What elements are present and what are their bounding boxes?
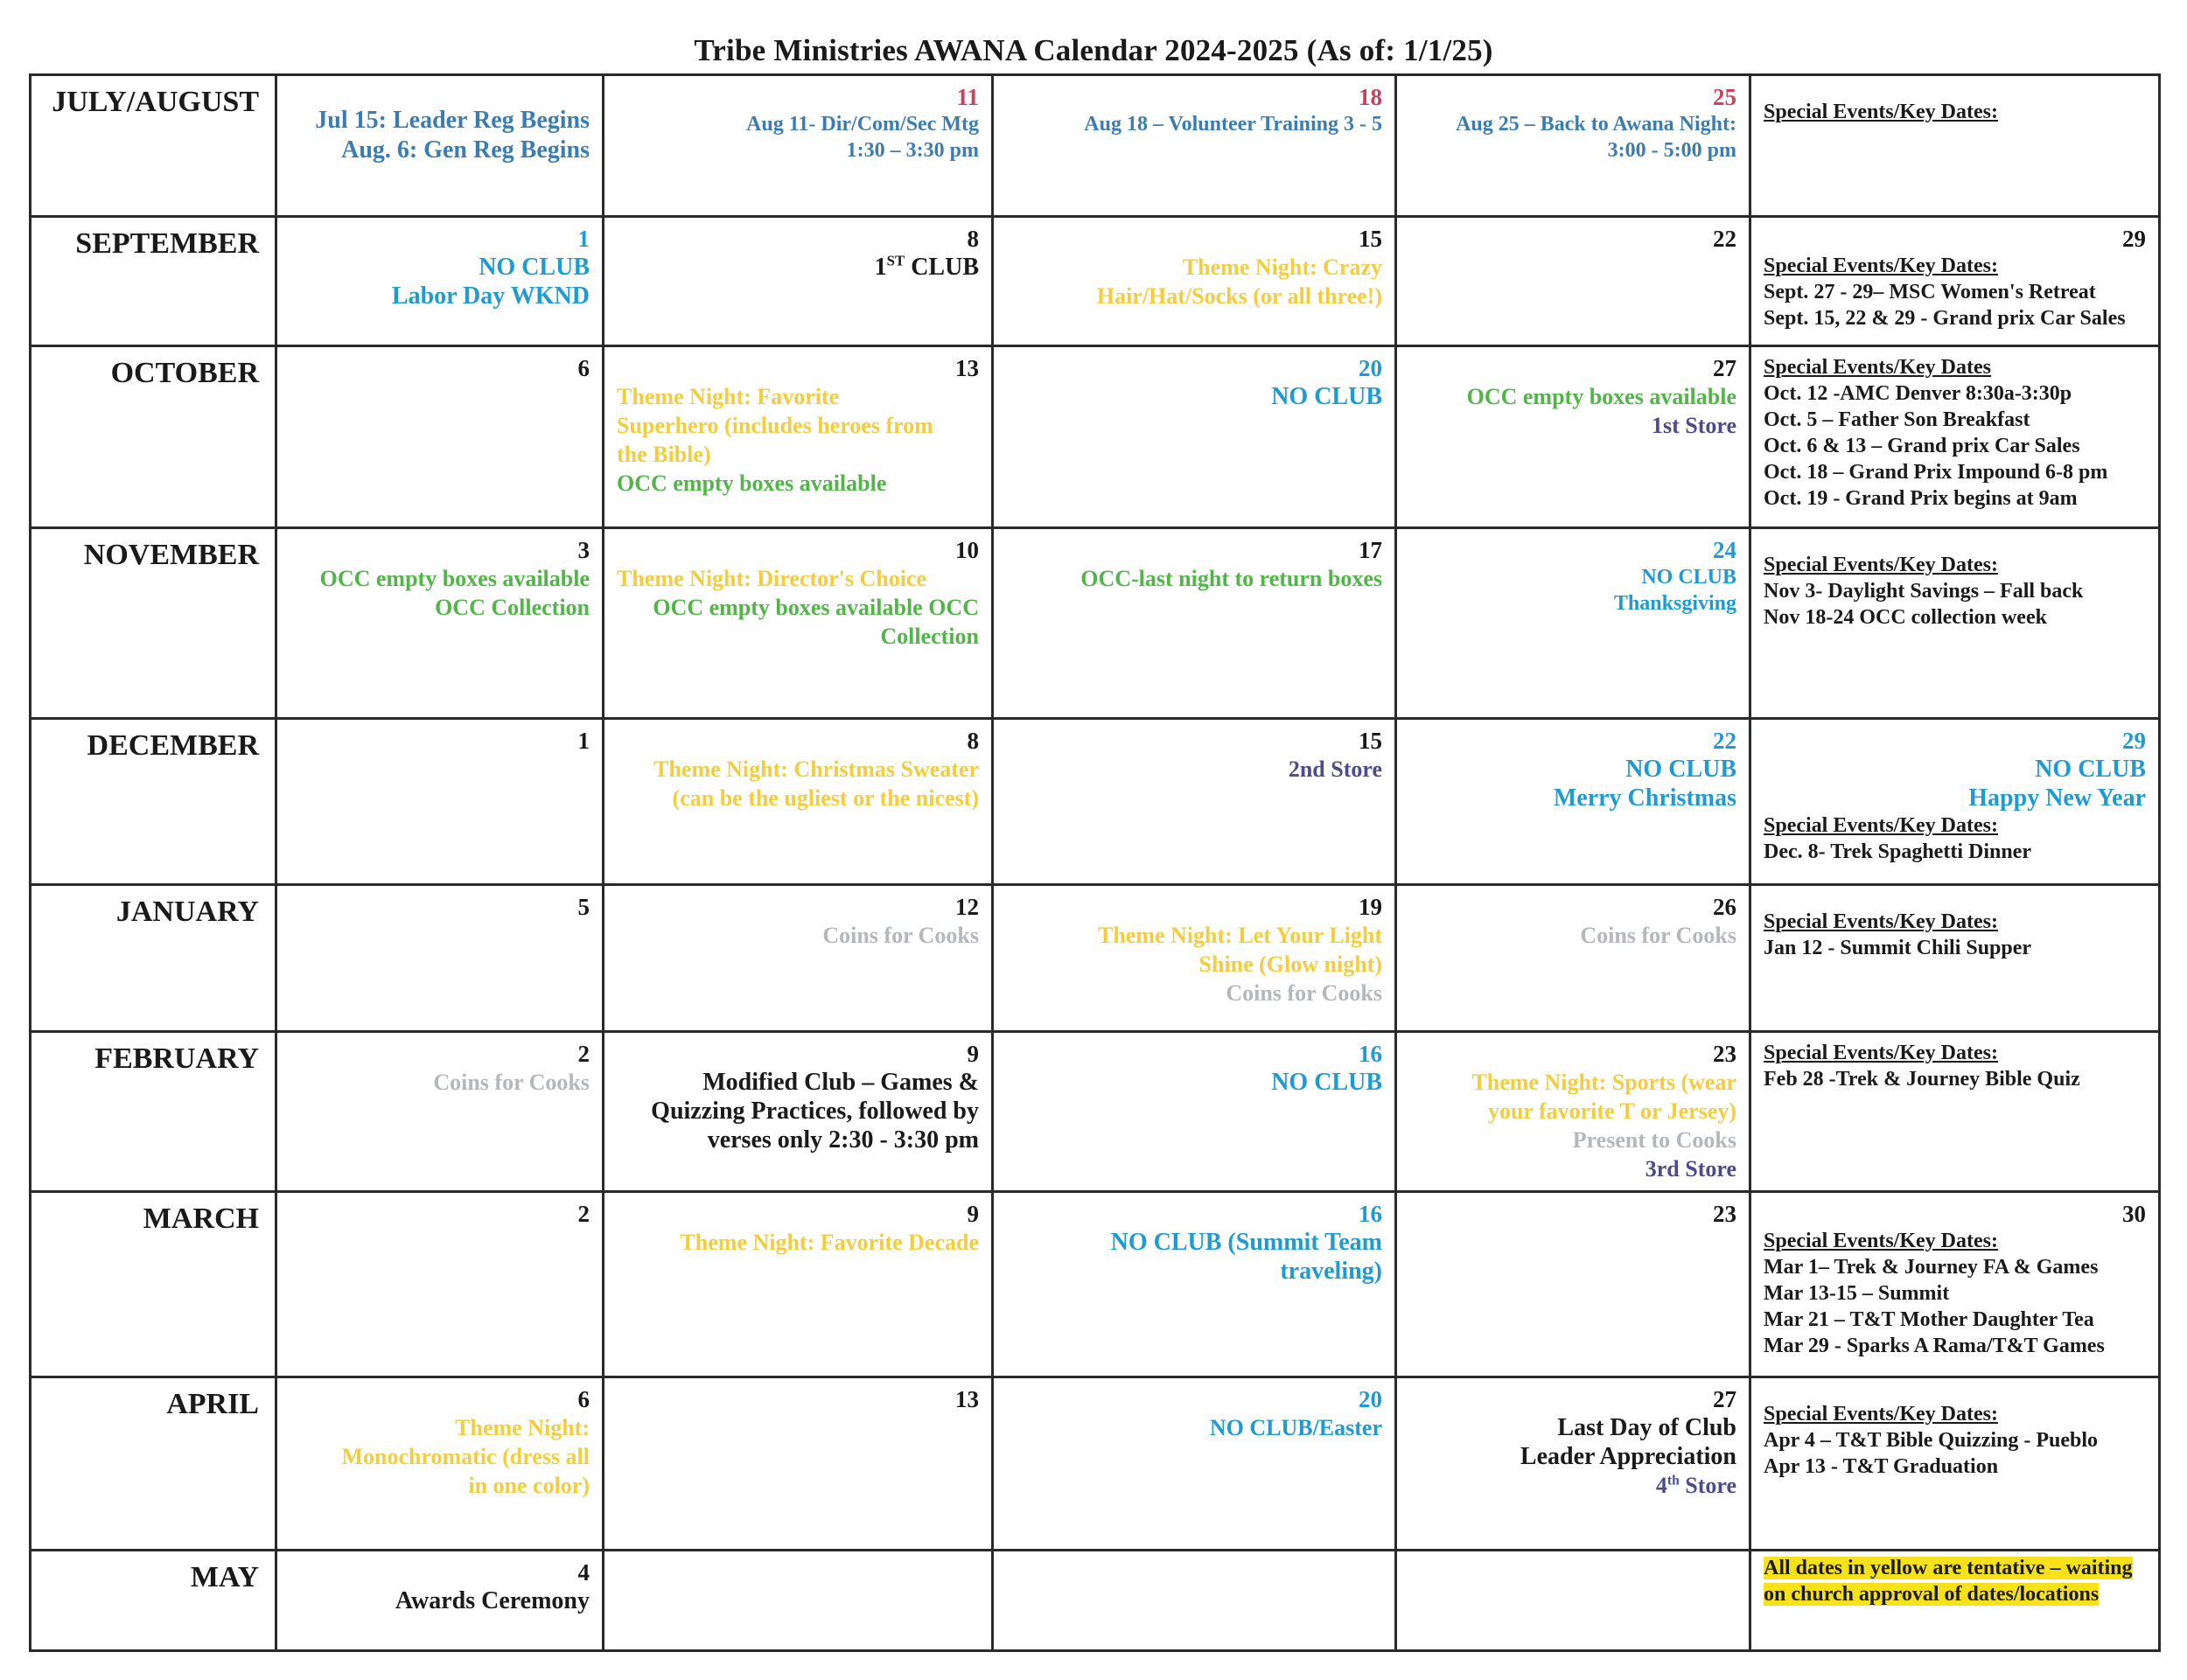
- event-text: Theme Night: Favorite Decade: [680, 1230, 979, 1255]
- page-title: Tribe Ministries AWANA Calendar 2024-2025 (As of: 1/1/25): [694, 33, 1493, 67]
- date-number: 23: [1713, 1201, 1736, 1227]
- event-text: Coins for Cooks: [433, 1070, 590, 1095]
- event-text: OCC empty boxes available: [1466, 384, 1736, 409]
- date-cell: [1396, 1551, 1750, 1651]
- event-text: NO CLUB (Summit Team: [1110, 1229, 1382, 1256]
- date-number: 6: [577, 1386, 590, 1412]
- special-event-item: Mar 13-15 – Summit: [1764, 1282, 1950, 1305]
- event-text: Theme Night:: [455, 1415, 590, 1440]
- event-text: Theme Night: Director's Choice: [617, 566, 927, 591]
- date-cell: [1396, 217, 1750, 346]
- special-event-item: Dec. 8- Trek Spaghetti Dinner: [1764, 840, 2031, 863]
- event-text: Quizzing Practices, followed by: [651, 1098, 979, 1125]
- special-events-cell: [1750, 75, 2160, 217]
- date-number: 4: [577, 1559, 590, 1586]
- event-text: (can be the ugliest or the nicest): [672, 785, 979, 811]
- date-number: 15: [1359, 728, 1382, 754]
- special-event-item: Oct. 19 - Grand Prix begins at 9am: [1764, 487, 2078, 510]
- month-label: NOVEMBER: [31, 528, 276, 719]
- event-text: 2nd Store: [1288, 756, 1382, 782]
- event-text: NO CLUB: [1625, 756, 1736, 783]
- date-number: 16: [1359, 1201, 1382, 1227]
- event-text: Theme Night: Christmas Sweater: [653, 756, 979, 782]
- date-cell: [1396, 885, 1750, 1032]
- month-label: OCTOBER: [31, 346, 276, 528]
- event-text: Shine (Glow night): [1198, 952, 1382, 977]
- month-label: SEPTEMBER: [31, 217, 276, 346]
- event-text: Aug 18 – Volunteer Training 3 - 5: [1084, 113, 1382, 136]
- date-cell: [604, 885, 993, 1032]
- row-april: [31, 1377, 2160, 1551]
- date-cell: [993, 1551, 1396, 1651]
- date-number: 6: [577, 355, 590, 381]
- event-text: NO CLUB: [2035, 756, 2146, 783]
- date-cell: [604, 75, 993, 217]
- date-cell: [993, 528, 1396, 719]
- special-event-item: Oct. 12 -AMC Denver 8:30a-3:30p: [1764, 382, 2072, 405]
- special-events-heading: Special Events/Key Dates:: [1764, 910, 1998, 933]
- special-event-item: Mar 21 – T&T Mother Daughter Tea: [1764, 1308, 2094, 1331]
- date-number: 16: [1359, 1041, 1382, 1067]
- special-event-item: Feb 28 -Trek & Journey Bible Quiz: [1764, 1068, 2080, 1091]
- month-label: MAY: [31, 1551, 276, 1651]
- month-label: JULY/AUGUST: [31, 75, 276, 217]
- date-cell: [1396, 75, 1750, 217]
- date-cell: [993, 1377, 1396, 1551]
- date-cell: [1396, 1192, 1750, 1377]
- row-december: [31, 719, 2160, 885]
- special-event-item: Oct. 5 – Father Son Breakfast: [1764, 408, 2030, 431]
- date-number: 22: [1713, 226, 1736, 252]
- event-text: NO CLUB: [479, 254, 590, 281]
- date-number: 30: [2122, 1201, 2146, 1227]
- special-events-cell: [1750, 1032, 2160, 1192]
- row-may: [31, 1551, 2160, 1651]
- row-october: [31, 346, 2160, 528]
- row-november: [31, 528, 2160, 719]
- date-number: 20: [1359, 1386, 1382, 1412]
- month-label: DECEMBER: [31, 719, 276, 885]
- event-text: CLUB: [911, 254, 979, 281]
- event-text: traveling): [1280, 1258, 1382, 1285]
- special-event-item: Oct. 6 & 13 – Grand prix Car Sales: [1764, 435, 2080, 457]
- event-text: Theme Night: Crazy: [1182, 254, 1382, 280]
- event-text: Present to Cooks: [1572, 1127, 1736, 1153]
- note-line: on church approval of dates/locations: [1764, 1583, 2100, 1606]
- date-cell: [276, 1377, 604, 1551]
- event-text: Store: [1685, 1473, 1736, 1498]
- event-text: OCC-last night to return boxes: [1080, 566, 1382, 591]
- date-number: 26: [1713, 894, 1736, 920]
- special-events-heading: Special Events/Key Dates:: [1764, 1403, 1998, 1426]
- date-number: 9: [967, 1201, 979, 1227]
- event-text: NO CLUB: [1641, 566, 1736, 589]
- row-march: [31, 1192, 2160, 1377]
- event-text: verses only 2:30 - 3:30 pm: [707, 1126, 979, 1154]
- event-text: Happy New Year: [1968, 784, 2146, 812]
- date-number: 18: [1359, 84, 1382, 110]
- date-cell: [276, 75, 604, 217]
- event-text: Theme Night: Favorite: [617, 384, 840, 409]
- date-number: 2: [577, 1041, 590, 1067]
- date-number: 8: [967, 728, 979, 754]
- event-text: Aug 25 – Back to Awana Night:: [1456, 113, 1736, 136]
- date-cell: [604, 1192, 993, 1377]
- special-events-heading: Special Events/Key Dates:: [1764, 101, 1998, 123]
- date-cell: [276, 719, 604, 885]
- date-cell: [604, 1551, 993, 1651]
- special-events-cell: [1750, 885, 2160, 1032]
- date-number: 3: [577, 537, 590, 563]
- date-cell: [1396, 1377, 1750, 1551]
- date-cell: [276, 528, 604, 719]
- event-text: Coins for Cooks: [1580, 923, 1736, 948]
- date-number: 29: [2122, 226, 2146, 252]
- date-number: 5: [577, 894, 590, 920]
- special-events-heading: Special Events/Key Dates:: [1764, 254, 1998, 277]
- event-text: Leader Appreciation: [1520, 1443, 1736, 1470]
- event-text: Coins for Cooks: [822, 923, 979, 948]
- event-text: OCC empty boxes available: [319, 566, 590, 591]
- special-events-cell: [1750, 528, 2160, 719]
- event-text: [1409, 1471, 1736, 1500]
- row-july-august: [31, 75, 2160, 217]
- event-text: Superhero (includes heroes from: [617, 413, 933, 438]
- date-cell: [1396, 1032, 1750, 1192]
- date-number: 10: [955, 537, 979, 563]
- event-text: Collection: [880, 624, 979, 649]
- special-events-cell: [1750, 346, 2160, 528]
- date-cell: [604, 217, 993, 346]
- ordinal-number: 4: [1655, 1473, 1667, 1498]
- date-cell: [993, 1032, 1396, 1192]
- event-text: [617, 253, 979, 282]
- date-cell: [1396, 528, 1750, 719]
- ordinal-suffix: ST: [886, 252, 905, 269]
- event-text: Jul 15: Leader Reg Begins: [315, 107, 590, 134]
- date-number: 15: [1359, 226, 1382, 252]
- date-cell: [604, 719, 993, 885]
- event-text: Aug. 6: Gen Reg Begins: [341, 136, 590, 164]
- date-cell: [604, 1377, 993, 1551]
- special-events-heading: Special Events/Key Dates:: [1764, 814, 1998, 837]
- date-number: 13: [955, 355, 979, 381]
- date-number: 2: [577, 1201, 590, 1227]
- event-text: OCC Collection: [435, 595, 590, 620]
- date-cell: [604, 346, 993, 528]
- date-cell: [993, 719, 1396, 885]
- date-cell: [276, 1032, 604, 1192]
- date-number: 19: [1359, 894, 1382, 920]
- date-cell: [993, 75, 1396, 217]
- date-cell: [276, 885, 604, 1032]
- special-events-heading: Special Events/Key Dates: [1764, 356, 1991, 379]
- special-event-item: Sept. 15, 22 & 29 - Grand prix Car Sales: [1764, 307, 2126, 330]
- event-text: 1:30 – 3:30 pm: [846, 139, 979, 162]
- calendar-table: [29, 73, 2161, 1652]
- month-label: MARCH: [31, 1192, 276, 1377]
- special-event-item: Mar 1– Trek & Journey FA & Games: [1764, 1256, 2099, 1279]
- date-number: 17: [1359, 537, 1382, 563]
- date-cell: [993, 1192, 1396, 1377]
- date-number: 12: [955, 894, 979, 920]
- date-number: 22: [1713, 728, 1736, 754]
- special-event-item: Sept. 27 - 29– MSC Women's Retreat: [1764, 281, 2096, 303]
- date-number: 24: [1713, 537, 1736, 563]
- special-events-cell: [1750, 1192, 2160, 1377]
- row-january: [31, 885, 2160, 1032]
- event-text: Labor Day WKND: [391, 282, 590, 310]
- special-events-heading: Special Events/Key Dates:: [1764, 554, 1998, 576]
- special-events-cell: [1750, 719, 2160, 885]
- event-text: NO CLUB: [1271, 383, 1382, 410]
- special-event-item: Oct. 18 – Grand Prix Impound 6-8 pm: [1764, 461, 2108, 484]
- event-text: NO CLUB: [1271, 1069, 1382, 1096]
- date-cell: [1396, 719, 1750, 885]
- event-text: your favorite T or Jersey): [1487, 1098, 1736, 1124]
- date-number: 20: [1359, 355, 1382, 381]
- month-label: FEBRUARY: [31, 1032, 276, 1192]
- date-cell: [604, 528, 993, 719]
- special-event-item: Nov 18-24 OCC collection week: [1764, 606, 2047, 629]
- special-event-item: Jan 12 - Summit Chili Supper: [1764, 937, 2032, 959]
- special-event-item: Mar 29 - Sparks A Rama/T&T Games: [1764, 1335, 2105, 1357]
- date-cell: [604, 1032, 993, 1192]
- ordinal-suffix: th: [1666, 1473, 1680, 1488]
- event-text: 3:00 - 5:00 pm: [1607, 139, 1736, 162]
- row-february: [31, 1032, 2160, 1192]
- date-cell: [993, 346, 1396, 528]
- event-text: Awards Ceremony: [395, 1587, 590, 1614]
- event-text: OCC empty boxes available OCC: [653, 595, 979, 620]
- event-text: Coins for Cooks: [1226, 980, 1382, 1006]
- event-text: 3rd Store: [1645, 1156, 1736, 1182]
- date-cell: [276, 1551, 604, 1651]
- date-cell: [276, 1192, 604, 1377]
- special-events-heading: Special Events/Key Dates:: [1764, 1042, 1998, 1064]
- date-number: 11: [956, 84, 979, 110]
- event-text: NO CLUB/Easter: [1209, 1415, 1382, 1440]
- date-number: 1: [577, 728, 590, 754]
- date-number: 23: [1713, 1041, 1736, 1067]
- ordinal-number: 1: [874, 254, 887, 281]
- special-event-item: Nov 3- Daylight Savings – Fall back: [1764, 580, 2084, 603]
- special-event-item: Apr 4 – T&T Bible Quizzing - Pueblo: [1764, 1429, 2099, 1452]
- event-text: in one color): [468, 1473, 590, 1498]
- month-label: JANUARY: [31, 885, 276, 1032]
- event-text: Monochromatic (dress all: [341, 1444, 590, 1469]
- event-text: OCC empty boxes available: [617, 471, 887, 496]
- event-text: Modified Club – Games &: [702, 1069, 979, 1096]
- date-number: 27: [1713, 1386, 1736, 1412]
- date-number: 9: [967, 1041, 979, 1067]
- date-cell: [993, 217, 1396, 346]
- event-text: the Bible): [617, 442, 711, 467]
- special-events-cell: [1750, 1551, 2160, 1651]
- date-cell: [993, 885, 1396, 1032]
- special-events-cell: [1750, 1377, 2160, 1551]
- date-number: 27: [1713, 355, 1736, 381]
- special-event-item: Apr 13 - T&T Graduation: [1764, 1455, 1999, 1478]
- date-number: 29: [2122, 728, 2146, 754]
- event-text: Theme Night: Sports (wear: [1471, 1070, 1736, 1095]
- row-september: [31, 217, 2160, 346]
- date-cell: [276, 346, 604, 528]
- event-text: Theme Night: Let Your Light: [1098, 923, 1382, 948]
- special-events-heading: Special Events/Key Dates:: [1764, 1230, 1998, 1252]
- special-events-cell: [1750, 217, 2160, 346]
- event-text: Hair/Hat/Socks (or all three!): [1096, 283, 1382, 309]
- date-cell: [276, 217, 604, 346]
- date-cell: [1396, 346, 1750, 528]
- event-text: Merry Christmas: [1553, 784, 1736, 812]
- event-text: Last Day of Club: [1557, 1414, 1736, 1441]
- month-label: APRIL: [31, 1377, 276, 1551]
- event-text: Thanksgiving: [1613, 592, 1736, 615]
- note-line: All dates in yellow are tentative – waiting: [1764, 1557, 2133, 1579]
- date-number: 25: [1713, 84, 1736, 110]
- event-text: Aug 11- Dir/Com/Sec Mtg: [746, 113, 979, 136]
- date-number: 8: [967, 226, 979, 252]
- date-number: 1: [577, 226, 590, 252]
- tentative-note: [1764, 1557, 2133, 1606]
- date-number: 13: [955, 1386, 979, 1412]
- event-text: 1st Store: [1651, 413, 1736, 438]
